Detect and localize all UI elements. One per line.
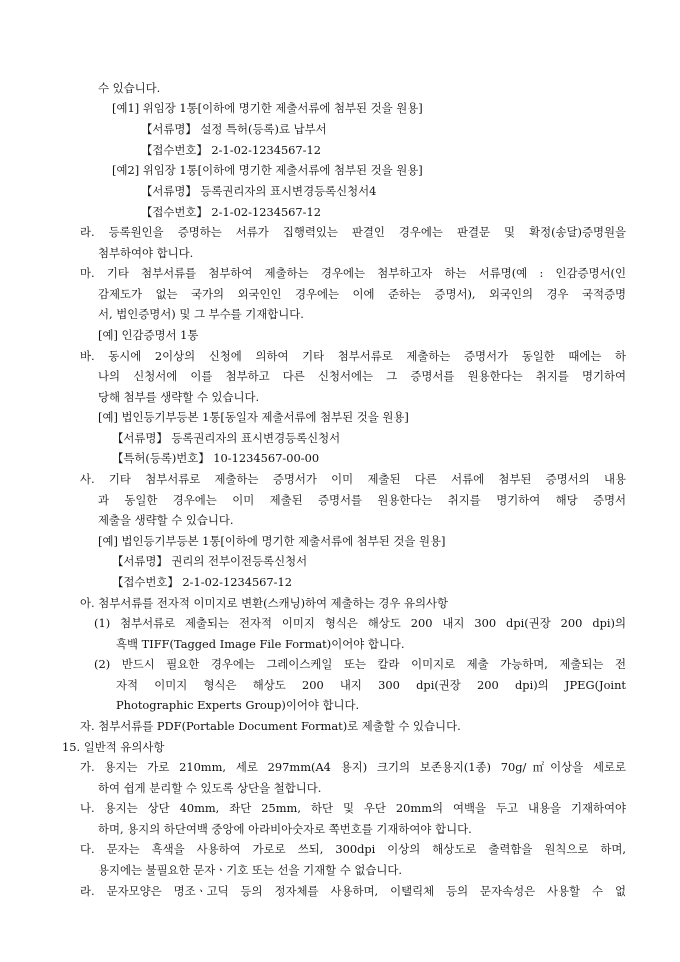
example-detail: 【서류명】 권리의 전부이전등록신청서 — [112, 554, 308, 568]
text-line: 흑백 TIFF(Tagged Image File Format)이어야 합니다. — [116, 637, 405, 651]
example-detail: 【접수번호】 2-1-02-1234567-12 — [141, 205, 322, 219]
text-line: 첨부하여야 합니다. — [98, 246, 194, 260]
item-da: 다. 문자는 흑색을 사용하여 가로로 쓰되, 300dpi 이상의 해상도로 출력함을 원칙으로 하며, — [80, 842, 626, 856]
example-line: [예] 법인등기부등본 1통[이하에 명기한 제출서류에 첨부된 것을 원용] — [98, 534, 446, 548]
example-detail: 【접수번호】 2-1-02-1234567-12 — [112, 575, 293, 589]
text-line: 하며, 용지의 하단여백 중앙에 아라비아숫자로 쪽번호를 기재하여야 합니다. — [98, 822, 472, 836]
text-line: 감제도가 없는 국가의 외국인인 경우에는 이에 준하는 증명서), 외국인의 경우 국적증명 — [98, 287, 626, 301]
sub-item-2: (2) 반드시 필요한 경우에는 그레이스케일 또는 칼라 이미지로 제출 가능하며, 제출되는 전 — [94, 657, 626, 671]
text-line: 제출을 생략할 수 있습니다. — [98, 513, 234, 527]
text-line: 수 있습니다. — [98, 81, 161, 95]
item-ra: 라. 등록원인을 증명하는 서류가 집행력있는 판결인 경우에는 판결문 및 확정(송달)증명원을 — [80, 225, 626, 239]
section-heading: 15. 일반적 유의사항 — [62, 740, 165, 754]
text-line: 용지에는 불필요한 문자ㆍ기호 또는 선을 기재할 수 없습니다. — [98, 863, 403, 877]
text-line: 과 동일한 경우에는 이미 제출된 증명서를 원용한다는 취지를 명기하여 해당 증명서 — [98, 493, 626, 507]
sub-item-1: (1) 첨부서류로 제출되는 전자적 이미지 형식은 해상도 200 내지 300 dpi(권장 200 dpi)의 — [94, 616, 626, 630]
item-a: 아. 첨부서류를 전자적 이미지로 변환(스캐닝)하여 제출하는 경우 유의사항 — [80, 596, 448, 610]
example-line: [예1] 위임장 1통[이하에 명기한 제출서류에 첨부된 것을 원용] — [112, 101, 423, 115]
item-ga: 가. 용지는 가로 210mm, 세로 297mm(A4 용지) 크기의 보존용지(1종) 70g/㎡이상을 세로로 — [80, 760, 626, 774]
item-na: 나. 용지는 상단 40mm, 좌단 25mm, 하단 및 우단 20mm의 여백을 두고 내용을 기재하여야 — [80, 801, 626, 815]
example-line: [예] 인감증명서 1통 — [98, 328, 199, 342]
example-detail: 【서류명】 등록권리자의 표시변경등록신청서 — [112, 431, 341, 445]
item-sa: 사. 기타 첨부서류로 제출하는 증명서가 이미 제출된 다른 서류에 첨부된 증명서의 내용 — [80, 472, 626, 486]
item-ra-2: 라. 문자모양은 명조ㆍ고딕 등의 정자체를 사용하며, 이탤릭체 등의 문자속성은 사용할 수 없 — [80, 884, 626, 898]
item-ba: 바. 동시에 2이상의 신청에 의하여 기타 첨부서류로 제출하는 증명서가 동일한 때에는 하 — [80, 349, 626, 363]
example-line: [예2] 위임장 1통[이하에 명기한 제출서류에 첨부된 것을 원용] — [112, 163, 423, 177]
item-ja: 자. 첨부서류를 PDF(Portable Document Format)로 제출할 수 있습니다. — [80, 719, 461, 733]
text-line: 하여 쉽게 분리할 수 있도록 상단을 철합니다. — [98, 781, 322, 795]
example-detail: 【특허(등록)번호】 10-1234567-00-00 — [112, 451, 320, 465]
text-line: 당해 첨부를 생략할 수 있습니다. — [98, 390, 260, 404]
example-detail: 【접수번호】 2-1-02-1234567-12 — [141, 143, 322, 157]
item-ma: 마. 기타 첨부서류를 첨부하여 제출하는 경우에는 첨부하고자 하는 서류명(예 : 인감증명서(인 — [80, 266, 626, 280]
example-detail: 【서류명】 설정 특허(등록)료 납부서 — [141, 122, 327, 136]
example-line: [예] 법인등기부등본 1통[동일자 제출서류에 첨부된 것을 원용] — [98, 410, 409, 424]
text-line: 나의 신청서에 이를 첨부하고 다른 신청서에는 그 증명서를 원용한다는 취지를 명기하여 — [98, 369, 626, 383]
example-detail: 【서류명】 등록권리자의 표시변경등록신청서4 — [141, 184, 377, 198]
text-line: 자적 이미지 형식은 해상도 200 내지 300 dpi(권장 200 dpi)의 JPEG(Joint — [116, 678, 626, 692]
text-line: 서, 법인증명서) 및 그 부수를 기재합니다. — [98, 307, 304, 321]
text-line: Photographic Experts Group)이어야 합니다. — [116, 698, 360, 712]
